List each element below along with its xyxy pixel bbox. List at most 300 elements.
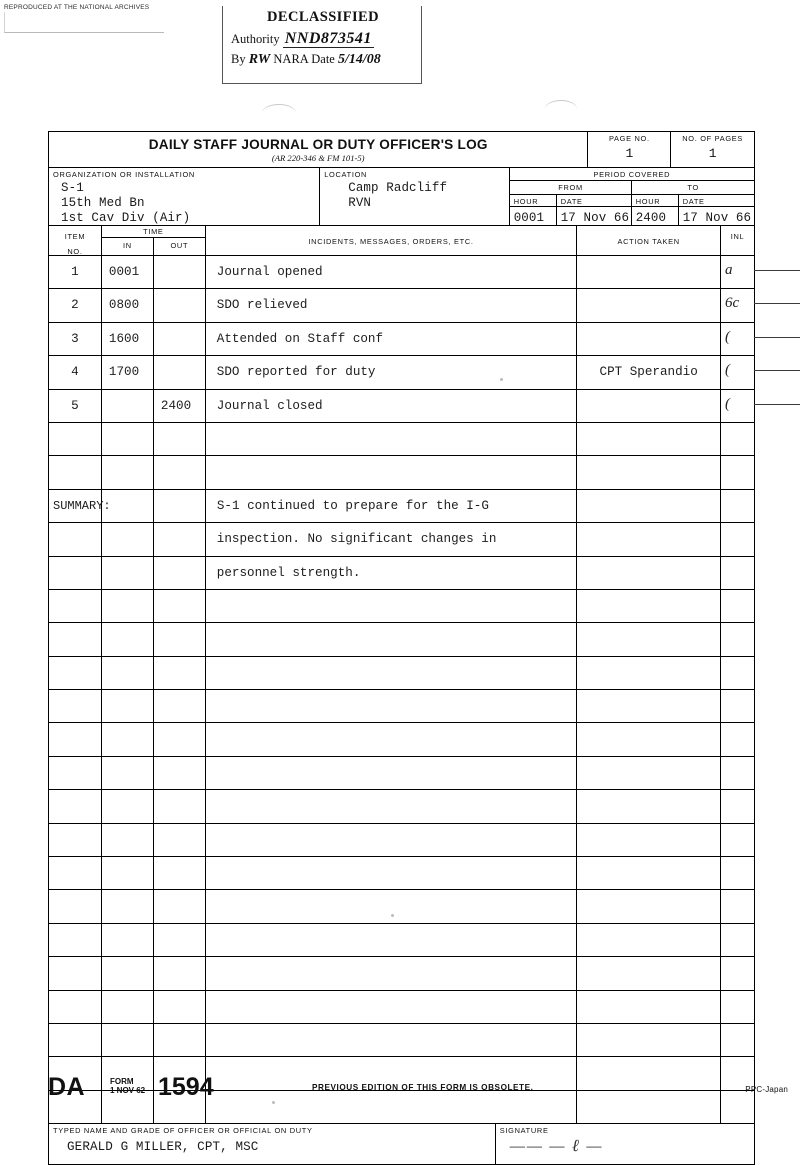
row-action-taken-value bbox=[577, 690, 720, 699]
time-in-header bbox=[102, 238, 154, 255]
row-time-out-value bbox=[154, 690, 205, 699]
row-incident bbox=[206, 356, 577, 388]
row-time-out bbox=[154, 790, 205, 822]
table-row bbox=[49, 991, 754, 1024]
to-date-label: DATE bbox=[682, 197, 705, 206]
time-header bbox=[102, 226, 206, 255]
no-of-pages-cell bbox=[671, 132, 754, 167]
row-action-taken bbox=[577, 1024, 721, 1056]
incidents-label: INCIDENTS, MESSAGES, ORDERS, ETC. bbox=[308, 237, 474, 246]
row-time bbox=[102, 924, 206, 956]
typed-name-label: TYPED NAME AND GRADE OF OFFICER OR OFFICIAL ON DUTY bbox=[53, 1126, 313, 1136]
row-time bbox=[102, 423, 206, 455]
da-label: DA bbox=[48, 1073, 86, 1101]
row-time-in-value bbox=[102, 523, 153, 532]
table-row bbox=[49, 723, 754, 756]
form-edition-block bbox=[110, 1077, 145, 1095]
row-initials bbox=[721, 924, 754, 956]
row-incident-value bbox=[206, 890, 576, 899]
item-no-label-line1: ITEM bbox=[64, 232, 86, 241]
row-initials bbox=[721, 991, 754, 1023]
row-action-taken-value bbox=[577, 323, 720, 332]
row-action-taken bbox=[577, 890, 721, 922]
table-row bbox=[49, 790, 754, 823]
row-time-in-value bbox=[102, 723, 153, 732]
inl-header bbox=[721, 226, 754, 255]
row-item-no-value bbox=[49, 790, 101, 799]
row-time bbox=[102, 456, 206, 488]
row-time-out-value bbox=[154, 757, 205, 766]
row-time-out bbox=[154, 890, 205, 922]
row-initials bbox=[721, 1024, 754, 1056]
archive-reproduction-stamp bbox=[4, 4, 164, 33]
initials-flourish bbox=[754, 370, 800, 371]
row-action-taken bbox=[577, 256, 721, 288]
row-time-in bbox=[102, 723, 154, 755]
row-item-no bbox=[49, 991, 102, 1023]
incidents-header bbox=[206, 226, 577, 255]
organization-line-3: 1st Cav Div (Air) bbox=[61, 211, 191, 225]
row-incident bbox=[206, 623, 577, 655]
period-covered-label: PERIOD COVERED bbox=[593, 170, 671, 179]
page-no-cell bbox=[588, 132, 671, 167]
row-time bbox=[102, 790, 206, 822]
row-time-out-value bbox=[154, 723, 205, 732]
previous-edition-notice: PREVIOUS EDITION OF THIS FORM IS OBSOLETE. bbox=[312, 1083, 534, 1092]
row-time bbox=[102, 723, 206, 755]
location-line-1: Camp Radcliff bbox=[348, 181, 448, 195]
row-initials-value bbox=[721, 1024, 754, 1030]
row-time bbox=[102, 523, 206, 555]
row-action-taken-value bbox=[577, 590, 720, 599]
row-time-out-value bbox=[154, 256, 205, 265]
row-time-in bbox=[102, 590, 154, 622]
row-time-out bbox=[154, 1024, 205, 1056]
row-time bbox=[102, 824, 206, 856]
row-item-no bbox=[49, 623, 102, 655]
scan-speck bbox=[500, 378, 503, 381]
to-hour-header bbox=[632, 195, 679, 206]
row-time-in bbox=[102, 390, 154, 422]
row-time-in-value bbox=[102, 857, 153, 866]
row-item-no bbox=[49, 590, 102, 622]
row-action-taken bbox=[577, 490, 721, 522]
form-word: FORM bbox=[110, 1077, 134, 1086]
row-initials bbox=[721, 390, 754, 422]
row-time-in bbox=[102, 957, 154, 989]
row-time bbox=[102, 323, 206, 355]
row-initials-value bbox=[721, 623, 754, 629]
row-time-in bbox=[102, 557, 154, 589]
signature-cell bbox=[496, 1124, 754, 1164]
row-action-taken bbox=[577, 289, 721, 321]
row-action-taken bbox=[577, 390, 721, 422]
no-of-pages-value: 1 bbox=[708, 146, 717, 161]
row-item-no-value bbox=[49, 557, 101, 566]
row-item-no-value bbox=[49, 924, 101, 933]
form-title-cell bbox=[49, 132, 588, 167]
row-initials-value bbox=[721, 957, 754, 963]
from-label: FROM bbox=[558, 183, 583, 192]
row-time-out-value bbox=[154, 590, 205, 599]
row-action-taken-value bbox=[577, 991, 720, 1000]
row-item-no bbox=[49, 557, 102, 589]
time-out-header bbox=[154, 238, 205, 255]
row-incident bbox=[206, 456, 577, 488]
row-incident bbox=[206, 824, 577, 856]
row-incident-value bbox=[206, 757, 576, 766]
signature-mark: —— — ℓ — bbox=[509, 1136, 604, 1156]
row-incident-value bbox=[206, 690, 576, 699]
row-time-in-value bbox=[102, 957, 153, 966]
row-incident-value bbox=[206, 423, 576, 432]
row-action-taken bbox=[577, 790, 721, 822]
inl-label: INL bbox=[730, 232, 745, 241]
row-action-taken bbox=[577, 523, 721, 555]
row-item-no bbox=[49, 857, 102, 889]
row-action-taken-value bbox=[577, 924, 720, 933]
authority-value: NND873541 bbox=[284, 30, 372, 47]
row-item-no bbox=[49, 924, 102, 956]
row-time-in-value bbox=[102, 623, 153, 632]
row-incident bbox=[206, 757, 577, 789]
table-row bbox=[49, 1024, 754, 1057]
row-time-out-value bbox=[154, 790, 205, 799]
action-taken-label: ACTION TAKEN bbox=[617, 237, 680, 246]
to-date-cell bbox=[679, 207, 754, 225]
row-item-no-value bbox=[49, 657, 101, 666]
to-hour-label: HOUR bbox=[635, 197, 661, 206]
table-column-headers bbox=[49, 226, 754, 256]
table-row bbox=[49, 857, 754, 890]
organization-line-1: S-1 bbox=[61, 181, 84, 195]
declassification-block bbox=[222, 6, 422, 84]
signature-band bbox=[49, 1124, 754, 1164]
row-item-no-value: 2 bbox=[71, 298, 79, 313]
row-action-taken-value bbox=[577, 623, 720, 632]
row-initials bbox=[721, 289, 754, 321]
row-action-taken-value bbox=[577, 423, 720, 432]
row-incident-value bbox=[206, 623, 576, 632]
row-time-out-value bbox=[154, 423, 205, 432]
from-hour-label: HOUR bbox=[513, 197, 539, 206]
row-incident bbox=[206, 690, 577, 722]
by-date-line bbox=[231, 52, 415, 68]
row-action-taken-value bbox=[577, 657, 720, 666]
table-row bbox=[49, 623, 754, 656]
row-initials-value bbox=[721, 890, 754, 896]
row-item-no-value: 1 bbox=[71, 265, 79, 279]
row-time-out bbox=[154, 256, 205, 288]
row-time-out bbox=[154, 857, 205, 889]
row-time-out-value: 2400 bbox=[160, 398, 192, 413]
row-action-taken bbox=[577, 924, 721, 956]
row-time bbox=[102, 557, 206, 589]
archive-stamp-text: REPRODUCED AT THE NATIONAL ARCHIVES bbox=[4, 4, 150, 11]
row-action-taken-value bbox=[577, 456, 720, 465]
row-item-no-value bbox=[49, 857, 101, 866]
table-row bbox=[49, 356, 754, 389]
row-time-out bbox=[154, 623, 205, 655]
row-initials-value: ( bbox=[725, 328, 731, 345]
row-item-no-value: 3 bbox=[71, 331, 79, 346]
row-action-taken bbox=[577, 590, 721, 622]
row-item-no-value bbox=[49, 1024, 101, 1033]
row-incident-value: SDO reported for duty bbox=[216, 365, 376, 380]
row-action-taken-value bbox=[577, 557, 720, 566]
row-incident-value bbox=[206, 590, 576, 599]
row-item-no-value bbox=[49, 523, 101, 532]
from-date-label: DATE bbox=[560, 197, 583, 206]
location-value bbox=[320, 181, 508, 211]
time-subheaders bbox=[102, 238, 205, 255]
row-item-no-value bbox=[49, 690, 101, 699]
time-label: TIME bbox=[143, 227, 164, 236]
row-incident bbox=[206, 957, 577, 989]
row-incident-value bbox=[206, 456, 576, 465]
row-action-taken bbox=[577, 356, 721, 388]
row-action-taken-value bbox=[577, 790, 720, 799]
to-date-header bbox=[679, 195, 754, 206]
row-time-out-value bbox=[154, 824, 205, 833]
row-action-taken bbox=[577, 723, 721, 755]
row-time-out bbox=[154, 390, 205, 422]
period-covered-header bbox=[510, 168, 754, 181]
row-item-no-value bbox=[49, 890, 101, 899]
row-item-no bbox=[49, 523, 102, 555]
to-header bbox=[632, 181, 754, 194]
row-item-no bbox=[49, 723, 102, 755]
row-action-taken-value bbox=[577, 256, 720, 265]
item-no-label-line2: NO. bbox=[67, 247, 83, 256]
archive-stamp-rule bbox=[4, 12, 164, 33]
organization-line-2: 15th Med Bn bbox=[61, 196, 145, 210]
row-time-out bbox=[154, 523, 205, 555]
row-incident-value: inspection. No significant changes in bbox=[216, 532, 497, 547]
table-row bbox=[49, 557, 754, 590]
table-row bbox=[49, 256, 754, 289]
row-incident bbox=[206, 924, 577, 956]
row-time-in bbox=[102, 690, 154, 722]
authority-label: Authority bbox=[231, 32, 280, 46]
table-row bbox=[49, 289, 754, 322]
row-time-out bbox=[154, 824, 205, 856]
row-time-in bbox=[102, 924, 154, 956]
row-time-in bbox=[102, 256, 154, 288]
row-initials-value bbox=[721, 790, 754, 796]
page-no-value: 1 bbox=[625, 146, 634, 161]
row-action-taken-value bbox=[577, 390, 720, 399]
daily-staff-journal-form bbox=[48, 131, 755, 1165]
row-time bbox=[102, 390, 206, 422]
row-item-no-value bbox=[49, 824, 101, 833]
row-time-in bbox=[102, 790, 154, 822]
row-time bbox=[102, 1024, 206, 1056]
table-row bbox=[49, 523, 754, 556]
action-taken-header bbox=[577, 226, 721, 255]
row-time-out-value bbox=[154, 323, 205, 332]
row-time-out-value bbox=[154, 490, 205, 499]
row-incident-value bbox=[206, 924, 576, 933]
row-item-no bbox=[49, 957, 102, 989]
table-row bbox=[49, 924, 754, 957]
row-action-taken bbox=[577, 423, 721, 455]
row-initials-value bbox=[721, 723, 754, 729]
row-time-out bbox=[154, 957, 205, 989]
row-time-out bbox=[154, 924, 205, 956]
row-initials-value bbox=[721, 490, 754, 496]
row-time-out bbox=[154, 690, 205, 722]
row-initials-value bbox=[721, 1057, 754, 1063]
row-time-out bbox=[154, 490, 205, 522]
no-of-pages-label: NO. OF PAGES bbox=[682, 134, 744, 143]
row-initials bbox=[721, 757, 754, 789]
row-incident bbox=[206, 423, 577, 455]
from-hour-header bbox=[510, 195, 557, 206]
header-info-band bbox=[49, 168, 754, 226]
table-row bbox=[49, 390, 754, 423]
table-row bbox=[49, 657, 754, 690]
row-time-in-value bbox=[102, 590, 153, 599]
row-item-no bbox=[49, 390, 102, 422]
form-subtitle: (AR 220-346 & FM 101-5) bbox=[271, 152, 365, 163]
from-header bbox=[510, 181, 633, 194]
row-time-in-value: 0800 bbox=[108, 298, 140, 313]
row-initials-value bbox=[721, 590, 754, 596]
row-incident bbox=[206, 490, 577, 522]
row-initials bbox=[721, 256, 754, 288]
row-time-out-value bbox=[154, 523, 205, 532]
row-time-in-value bbox=[102, 490, 153, 499]
location-cell bbox=[320, 168, 509, 225]
row-time-in-value bbox=[102, 757, 153, 766]
initials-flourish bbox=[754, 404, 800, 405]
row-time-in bbox=[102, 423, 154, 455]
row-item-no-value bbox=[49, 456, 101, 465]
row-time-in bbox=[102, 890, 154, 922]
row-action-taken bbox=[577, 456, 721, 488]
row-time-out bbox=[154, 423, 205, 455]
row-action-taken-value bbox=[577, 490, 720, 499]
row-action-taken bbox=[577, 690, 721, 722]
row-action-taken-value bbox=[577, 1024, 720, 1033]
row-incident bbox=[206, 289, 577, 321]
to-label: TO bbox=[687, 183, 699, 192]
row-initials-value bbox=[721, 824, 754, 830]
row-action-taken bbox=[577, 857, 721, 889]
row-time-in-value: 1600 bbox=[108, 331, 140, 346]
row-item-no bbox=[49, 256, 102, 288]
row-initials bbox=[721, 890, 754, 922]
time-in-label: IN bbox=[122, 241, 132, 250]
row-incident-value bbox=[206, 957, 576, 966]
from-to-header bbox=[510, 181, 754, 195]
row-time-in-value bbox=[102, 790, 153, 799]
location-label: LOCATION bbox=[324, 170, 368, 179]
period-covered-cell bbox=[510, 168, 754, 225]
scan-speck bbox=[272, 1101, 275, 1104]
row-incident bbox=[206, 1024, 577, 1056]
row-initials-value: ( bbox=[725, 395, 731, 412]
row-time-out bbox=[154, 289, 205, 321]
row-item-no bbox=[49, 323, 102, 355]
row-action-taken-value bbox=[577, 757, 720, 766]
row-incident-value bbox=[206, 824, 576, 833]
from-date-cell bbox=[557, 207, 632, 225]
row-time-out-value bbox=[154, 557, 205, 566]
row-action-taken bbox=[577, 323, 721, 355]
row-time-out bbox=[154, 557, 205, 589]
table-row bbox=[49, 590, 754, 623]
row-incident bbox=[206, 790, 577, 822]
row-incident bbox=[206, 890, 577, 922]
location-line-2: RVN bbox=[348, 196, 372, 210]
row-initials bbox=[721, 824, 754, 856]
row-initials-value bbox=[721, 523, 754, 529]
row-initials bbox=[721, 323, 754, 355]
table-row bbox=[49, 423, 754, 456]
row-time-out-value bbox=[154, 857, 205, 866]
row-action-taken-value bbox=[577, 723, 720, 732]
row-initials-value bbox=[721, 857, 754, 863]
row-action-taken-value bbox=[577, 523, 720, 532]
row-time-in-value bbox=[102, 1057, 153, 1066]
row-action-taken bbox=[577, 957, 721, 989]
row-action-taken-value bbox=[577, 289, 720, 298]
form-footer-strip bbox=[48, 1073, 788, 1107]
table-row bbox=[49, 456, 754, 489]
by-label: By bbox=[231, 52, 246, 66]
row-action-taken-value bbox=[577, 857, 720, 866]
row-time-out-value bbox=[154, 657, 205, 666]
row-initials-value bbox=[721, 757, 754, 763]
row-item-no bbox=[49, 790, 102, 822]
row-item-no bbox=[49, 1024, 102, 1056]
row-time-in-value bbox=[102, 924, 153, 933]
page-no-label: PAGE NO. bbox=[608, 134, 650, 143]
row-time-in bbox=[102, 289, 154, 321]
row-incident bbox=[206, 390, 577, 422]
row-incident-value bbox=[206, 723, 576, 732]
row-initials bbox=[721, 490, 754, 522]
row-initials-value bbox=[721, 991, 754, 997]
row-time-in-value: 1700 bbox=[108, 365, 140, 380]
row-time bbox=[102, 657, 206, 689]
row-initials-value bbox=[721, 423, 754, 429]
row-time bbox=[102, 857, 206, 889]
row-action-taken bbox=[577, 623, 721, 655]
row-item-no bbox=[49, 890, 102, 922]
row-incident bbox=[206, 991, 577, 1023]
row-time-in bbox=[102, 623, 154, 655]
row-time-out-value bbox=[154, 924, 205, 933]
row-incident bbox=[206, 590, 577, 622]
row-time-in bbox=[102, 523, 154, 555]
row-time bbox=[102, 957, 206, 989]
row-time-out bbox=[154, 456, 205, 488]
row-time-out-value bbox=[154, 623, 205, 632]
row-time bbox=[102, 289, 206, 321]
table-row bbox=[49, 957, 754, 990]
row-initials bbox=[721, 456, 754, 488]
row-time-in bbox=[102, 824, 154, 856]
row-time-in bbox=[102, 323, 154, 355]
row-item-no bbox=[49, 690, 102, 722]
row-action-taken bbox=[577, 657, 721, 689]
table-row bbox=[49, 490, 754, 523]
row-time-in bbox=[102, 1024, 154, 1056]
row-initials bbox=[721, 523, 754, 555]
